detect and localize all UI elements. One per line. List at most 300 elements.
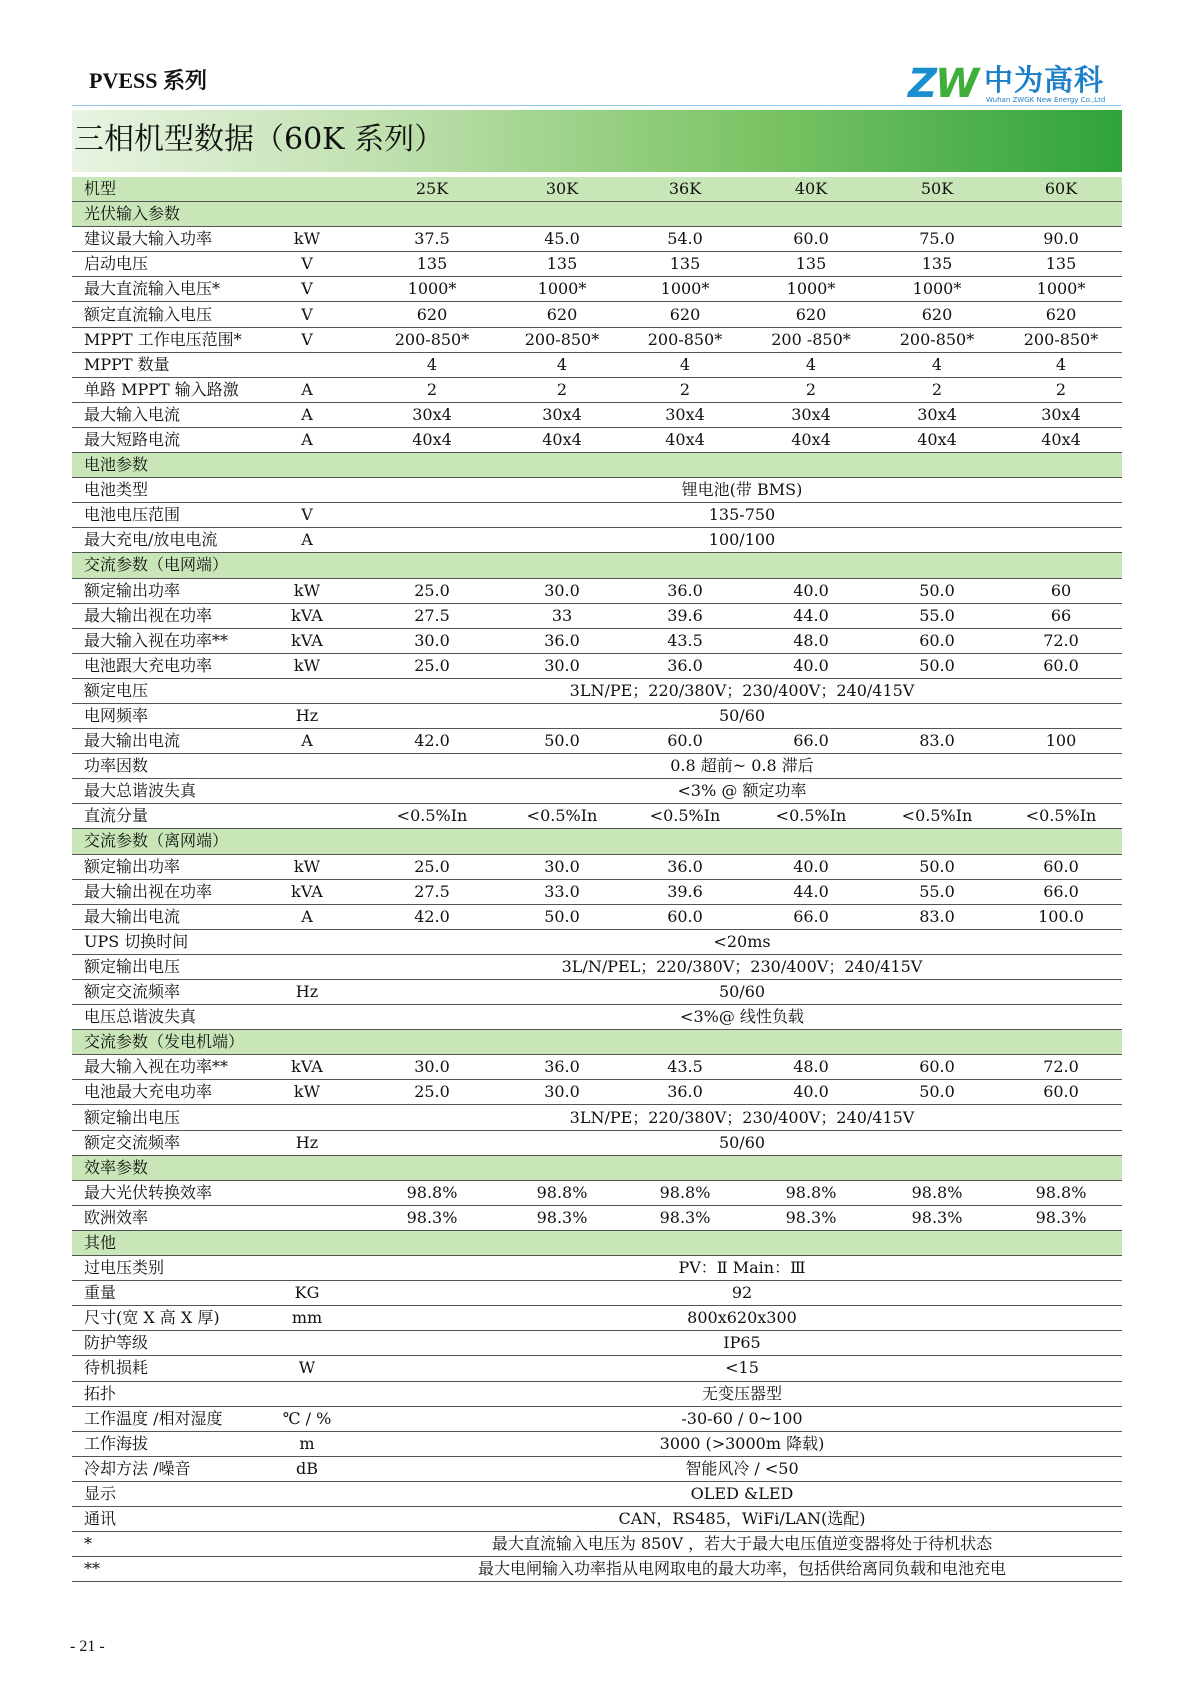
unit-cell	[252, 1381, 362, 1406]
value-cell: <0.5%In	[1000, 804, 1122, 829]
value-cell: 43.5	[622, 1055, 748, 1080]
value-cell: <0.5%In	[748, 804, 874, 829]
spanning-value: 135-750	[362, 503, 1122, 528]
value-cell: 60.0	[622, 904, 748, 929]
value-cell: 1000*	[1000, 277, 1122, 302]
param-label: 过电压类别	[72, 1256, 252, 1281]
value-cell: 2	[748, 377, 874, 402]
value-cell: 100	[1000, 729, 1122, 754]
unit-cell: A	[252, 904, 362, 929]
spanning-value: 3LN/PE；220/380V；230/400V；240/415V	[362, 1105, 1122, 1130]
value-cell: 620	[1000, 302, 1122, 327]
table-row	[72, 503, 1122, 528]
table-row	[72, 653, 1122, 678]
unit-cell: kW	[252, 227, 362, 252]
value-cell: 4	[502, 352, 622, 377]
param-label: 最大光伏转换效率	[72, 1180, 252, 1205]
unit-cell: A	[252, 377, 362, 402]
section-header-row	[72, 553, 1122, 578]
unit-cell: kW	[252, 854, 362, 879]
param-label: MPPT 数量	[72, 352, 252, 377]
value-cell: 30x4	[874, 402, 1000, 427]
value-cell: 2	[874, 377, 1000, 402]
value-cell: 36.0	[622, 578, 748, 603]
value-cell: 50.0	[874, 653, 1000, 678]
unit-cell: A	[252, 427, 362, 452]
value-cell: <0.5%In	[622, 804, 748, 829]
header-model: 36K	[622, 177, 748, 202]
value-cell: 72.0	[1000, 628, 1122, 653]
header-param: 机型	[72, 177, 252, 202]
table-row	[72, 1281, 1122, 1306]
value-cell: 60.0	[1000, 1080, 1122, 1105]
unit-cell: W	[252, 1356, 362, 1381]
value-cell: 60.0	[874, 1055, 1000, 1080]
table-row	[72, 1005, 1122, 1030]
spanning-value: 0.8 超前~ 0.8 滞后	[362, 754, 1122, 779]
table-row	[72, 377, 1122, 402]
unit-cell: mm	[252, 1306, 362, 1331]
section-header-row	[72, 1030, 1122, 1055]
value-cell: 98.3%	[1000, 1205, 1122, 1230]
series-title: PVESS 系列	[89, 68, 207, 93]
value-cell: 75.0	[874, 227, 1000, 252]
value-cell: 66.0	[748, 729, 874, 754]
value-cell: 60.0	[1000, 854, 1122, 879]
value-cell: 1000*	[622, 277, 748, 302]
table-row	[72, 1205, 1122, 1230]
table-row	[72, 703, 1122, 728]
value-cell: 50.0	[874, 854, 1000, 879]
value-cell: 98.8%	[502, 1180, 622, 1205]
value-cell: 25.0	[362, 578, 502, 603]
spanning-value: 锂电池(带 BMS)	[362, 478, 1122, 503]
value-cell: 620	[748, 302, 874, 327]
table-row	[72, 904, 1122, 929]
unit-cell: Hz	[252, 980, 362, 1005]
table-row	[72, 402, 1122, 427]
value-cell: 98.8%	[748, 1180, 874, 1205]
value-cell: 44.0	[748, 603, 874, 628]
value-cell: 4	[1000, 352, 1122, 377]
value-cell: 2	[502, 377, 622, 402]
table-row	[72, 578, 1122, 603]
page-number: - 21 -	[70, 1638, 105, 1655]
value-cell: 25.0	[362, 854, 502, 879]
value-cell: 98.3%	[748, 1205, 874, 1230]
table-row	[72, 1406, 1122, 1431]
param-label: 欧洲效率	[72, 1205, 252, 1230]
table-row	[72, 980, 1122, 1005]
value-cell: 30.0	[502, 854, 622, 879]
unit-cell	[252, 804, 362, 829]
param-label: 建议最大输入功率	[72, 227, 252, 252]
value-cell: 45.0	[502, 227, 622, 252]
section-title: 效率参数	[72, 1155, 1122, 1180]
value-cell: 2	[1000, 377, 1122, 402]
param-label: 最大短路电流	[72, 427, 252, 452]
value-cell: 135	[748, 252, 874, 277]
header-model: 50K	[874, 177, 1000, 202]
param-label: 单路 MPPT 输入路激	[72, 377, 252, 402]
value-cell: 55.0	[874, 603, 1000, 628]
value-cell: 620	[362, 302, 502, 327]
table-row	[72, 427, 1122, 452]
value-cell: 2	[622, 377, 748, 402]
table-row	[72, 227, 1122, 252]
param-label: 电池电压范围	[72, 503, 252, 528]
param-label: 额定交流频率	[72, 980, 252, 1005]
value-cell: 60.0	[874, 628, 1000, 653]
value-cell: 33	[502, 603, 622, 628]
value-cell: 100.0	[1000, 904, 1122, 929]
value-cell: 36.0	[622, 653, 748, 678]
value-cell: 66.0	[748, 904, 874, 929]
section-title: 其他	[72, 1230, 1122, 1255]
header-model: 30K	[502, 177, 622, 202]
unit-cell: kW	[252, 1080, 362, 1105]
header-divider	[72, 105, 1121, 106]
value-cell: 4	[874, 352, 1000, 377]
value-cell: 83.0	[874, 729, 1000, 754]
unit-cell	[252, 1557, 362, 1582]
table-row	[72, 1356, 1122, 1381]
unit-cell: Hz	[252, 703, 362, 728]
spanning-value: 50/60	[362, 1130, 1122, 1155]
value-cell: 135	[502, 252, 622, 277]
param-label: 直流分量	[72, 804, 252, 829]
table-row	[72, 1456, 1122, 1481]
unit-cell: dB	[252, 1456, 362, 1481]
param-label: 额定输出电压	[72, 954, 252, 979]
value-cell: 60.0	[1000, 653, 1122, 678]
param-label: UPS 切换时间	[72, 929, 252, 954]
param-label: 工作海拔	[72, 1431, 252, 1456]
value-cell: 30.0	[362, 628, 502, 653]
value-cell: <0.5%In	[362, 804, 502, 829]
table-row	[72, 628, 1122, 653]
value-cell: 4	[748, 352, 874, 377]
value-cell: 620	[874, 302, 1000, 327]
value-cell: <0.5%In	[874, 804, 1000, 829]
spanning-value: CAN，RS485，WiFi/LAN(选配)	[362, 1506, 1122, 1531]
value-cell: 66	[1000, 603, 1122, 628]
value-cell: 60.0	[748, 227, 874, 252]
table-row	[72, 603, 1122, 628]
value-cell: 44.0	[748, 879, 874, 904]
table-row	[72, 252, 1122, 277]
param-label: 启动电压	[72, 252, 252, 277]
value-cell: 36.0	[622, 854, 748, 879]
param-label: 拓扑	[72, 1381, 252, 1406]
unit-cell	[252, 1256, 362, 1281]
value-cell: 90.0	[1000, 227, 1122, 252]
value-cell: 48.0	[748, 1055, 874, 1080]
value-cell: 25.0	[362, 1080, 502, 1105]
value-cell: 98.3%	[874, 1205, 1000, 1230]
unit-cell: m	[252, 1431, 362, 1456]
value-cell: 40.0	[748, 854, 874, 879]
param-label: 工作温度 /相对湿度	[72, 1406, 252, 1431]
value-cell: 40x4	[362, 427, 502, 452]
param-label: 额定输出功率	[72, 578, 252, 603]
value-cell: 39.6	[622, 603, 748, 628]
value-cell: 620	[502, 302, 622, 327]
value-cell: 4	[622, 352, 748, 377]
unit-cell: Hz	[252, 1130, 362, 1155]
unit-cell: kW	[252, 653, 362, 678]
table-row	[72, 1055, 1122, 1080]
unit-cell: V	[252, 302, 362, 327]
table-row	[72, 854, 1122, 879]
value-cell: 40x4	[874, 427, 1000, 452]
unit-cell: kW	[252, 578, 362, 603]
table-row	[72, 352, 1122, 377]
param-label: 电池类型	[72, 478, 252, 503]
param-label: 电池跟大充电功率	[72, 653, 252, 678]
param-label: 电网频率	[72, 703, 252, 728]
logo-english-name: Wuhan ZWGK New Energy Co.,Ltd	[986, 96, 1106, 104]
unit-cell: V	[252, 252, 362, 277]
section-title: 交流参数（发电机端）	[72, 1030, 1122, 1055]
param-label: 额定输出功率	[72, 854, 252, 879]
param-label: 最大输出电流	[72, 904, 252, 929]
table-row	[72, 302, 1122, 327]
table-row	[72, 879, 1122, 904]
value-cell: 135	[874, 252, 1000, 277]
section-header-row	[72, 202, 1122, 227]
unit-cell	[252, 1481, 362, 1506]
value-cell: 55.0	[874, 879, 1000, 904]
param-label: 最大输入视在功率**	[72, 628, 252, 653]
value-cell: <0.5%In	[502, 804, 622, 829]
param-label: 额定输出电压	[72, 1105, 252, 1130]
spanning-value: 3L/N/PEL；220/380V；230/400V；240/415V	[362, 954, 1122, 979]
value-cell: 200-850*	[362, 327, 502, 352]
value-cell: 4	[362, 352, 502, 377]
param-label: 额定直流输入电压	[72, 302, 252, 327]
table-row	[72, 1557, 1122, 1582]
unit-cell	[252, 1532, 362, 1557]
header-model: 60K	[1000, 177, 1122, 202]
param-label: 最大总谐波失真	[72, 779, 252, 804]
value-cell: 30x4	[362, 402, 502, 427]
param-label: 额定电压	[72, 678, 252, 703]
value-cell: 98.8%	[874, 1180, 1000, 1205]
value-cell: 1000*	[874, 277, 1000, 302]
unit-cell: kVA	[252, 603, 362, 628]
value-cell: 83.0	[874, 904, 1000, 929]
unit-cell	[252, 1331, 362, 1356]
spanning-value: -30-60 / 0~100	[362, 1406, 1122, 1431]
value-cell: 72.0	[1000, 1055, 1122, 1080]
value-cell: 1000*	[502, 277, 622, 302]
table-row	[72, 1256, 1122, 1281]
value-cell: 98.3%	[502, 1205, 622, 1230]
unit-cell: kVA	[252, 879, 362, 904]
value-cell: 200 -850*	[748, 327, 874, 352]
value-cell: 50.0	[502, 729, 622, 754]
header-model: 40K	[748, 177, 874, 202]
header-unit	[252, 177, 362, 202]
value-cell: 98.3%	[622, 1205, 748, 1230]
unit-cell	[252, 478, 362, 503]
unit-cell: A	[252, 528, 362, 553]
value-cell: 30.0	[502, 1080, 622, 1105]
value-cell: 200-850*	[502, 327, 622, 352]
param-label: MPPT 工作电压范围*	[72, 327, 252, 352]
param-label: 功率因数	[72, 754, 252, 779]
param-label: 最大直流输入电压*	[72, 277, 252, 302]
value-cell: 66.0	[1000, 879, 1122, 904]
param-label: *	[72, 1532, 252, 1557]
unit-cell: kVA	[252, 1055, 362, 1080]
unit-cell: V	[252, 277, 362, 302]
spanning-value: IP65	[362, 1331, 1122, 1356]
value-cell: 30x4	[748, 402, 874, 427]
table-row	[72, 1506, 1122, 1531]
spanning-value: PV：Ⅱ Main：Ⅲ	[362, 1256, 1122, 1281]
param-label: 待机损耗	[72, 1356, 252, 1381]
value-cell: 135	[1000, 252, 1122, 277]
table-row	[72, 1306, 1122, 1331]
value-cell: 1000*	[748, 277, 874, 302]
value-cell: 620	[622, 302, 748, 327]
unit-cell: A	[252, 729, 362, 754]
value-cell: 37.5	[362, 227, 502, 252]
table-row	[72, 804, 1122, 829]
param-label: 最大输入电流	[72, 402, 252, 427]
param-label: 最大输入视在功率**	[72, 1055, 252, 1080]
value-cell: 50.0	[874, 578, 1000, 603]
value-cell: 98.8%	[1000, 1180, 1122, 1205]
value-cell: 30.0	[362, 1055, 502, 1080]
unit-cell	[252, 1005, 362, 1030]
table-row	[72, 729, 1122, 754]
unit-cell	[252, 779, 362, 804]
value-cell: 48.0	[748, 628, 874, 653]
param-label: 尺寸(宽 X 高 X 厚)	[72, 1306, 252, 1331]
value-cell: 98.3%	[362, 1205, 502, 1230]
value-cell: 40x4	[502, 427, 622, 452]
param-label: 电池最大充电功率	[72, 1080, 252, 1105]
table-row	[72, 1381, 1122, 1406]
value-cell: 42.0	[362, 904, 502, 929]
param-label: 重量	[72, 1281, 252, 1306]
spanning-value: 92	[362, 1281, 1122, 1306]
unit-cell	[252, 929, 362, 954]
section-header-row	[72, 1230, 1122, 1255]
value-cell: 25.0	[362, 653, 502, 678]
value-cell: 42.0	[362, 729, 502, 754]
spanning-value: 800x620x300	[362, 1306, 1122, 1331]
table-row	[72, 478, 1122, 503]
value-cell: 200-850*	[622, 327, 748, 352]
table-row	[72, 954, 1122, 979]
param-label: 防护等级	[72, 1331, 252, 1356]
value-cell: 98.8%	[362, 1180, 502, 1205]
unit-cell: KG	[252, 1281, 362, 1306]
header-model: 25K	[362, 177, 502, 202]
unit-cell	[252, 1506, 362, 1531]
param-label: 最大充电/放电电流	[72, 528, 252, 553]
unit-cell: V	[252, 327, 362, 352]
param-label: 显示	[72, 1481, 252, 1506]
value-cell: 36.0	[502, 628, 622, 653]
value-cell: 30x4	[502, 402, 622, 427]
spanning-value: <20ms	[362, 929, 1122, 954]
section-title: 光伏输入参数	[72, 202, 1122, 227]
table-row	[72, 277, 1122, 302]
spanning-value: OLED &LED	[362, 1481, 1122, 1506]
param-label: 额定交流频率	[72, 1130, 252, 1155]
unit-cell	[252, 678, 362, 703]
spanning-value: <3%@ 线性负载	[362, 1005, 1122, 1030]
value-cell: 135	[622, 252, 748, 277]
param-label: 最大输出视在功率	[72, 603, 252, 628]
page-title: 三相机型数据（60K 系列）	[74, 122, 445, 157]
value-cell: 40.0	[748, 578, 874, 603]
value-cell: 30x4	[1000, 402, 1122, 427]
spanning-value: 3000 (>3000m 降载)	[362, 1431, 1122, 1456]
table-row	[72, 1080, 1122, 1105]
param-label: 通讯	[72, 1506, 252, 1531]
value-cell: 30.0	[502, 578, 622, 603]
section-title: 电池参数	[72, 453, 1122, 478]
section-header-row	[72, 829, 1122, 854]
unit-cell: kVA	[252, 628, 362, 653]
spanning-value: 最大电闸输入功率指从电网取电的最大功率，包括供给离同负载和电池充电	[362, 1557, 1122, 1582]
table-row	[72, 754, 1122, 779]
unit-cell: A	[252, 402, 362, 427]
param-label: 电压总谐波失真	[72, 1005, 252, 1030]
param-label: 冷却方法 /噪音	[72, 1456, 252, 1481]
section-title: 交流参数（电网端）	[72, 553, 1122, 578]
table-row	[72, 528, 1122, 553]
logo-mark: ZW	[908, 61, 978, 107]
value-cell: 27.5	[362, 879, 502, 904]
unit-cell: ℃ / %	[252, 1406, 362, 1431]
value-cell: 200-850*	[874, 327, 1000, 352]
value-cell: 33.0	[502, 879, 622, 904]
spanning-value: 100/100	[362, 528, 1122, 553]
value-cell: 43.5	[622, 628, 748, 653]
table-row	[72, 929, 1122, 954]
spanning-value: 3LN/PE；220/380V；230/400V；240/415V	[362, 678, 1122, 703]
section-title: 交流参数（离网端）	[72, 829, 1122, 854]
value-cell: 40x4	[748, 427, 874, 452]
spanning-value: 无变压器型	[362, 1381, 1122, 1406]
value-cell: 54.0	[622, 227, 748, 252]
section-header-row	[72, 1155, 1122, 1180]
spanning-value: <15	[362, 1356, 1122, 1381]
value-cell: 36.0	[622, 1080, 748, 1105]
table-header-row	[72, 177, 1122, 202]
table-row	[72, 1331, 1122, 1356]
value-cell: 40.0	[748, 1080, 874, 1105]
value-cell: 98.8%	[622, 1180, 748, 1205]
unit-cell	[252, 754, 362, 779]
table-row	[72, 1481, 1122, 1506]
table-row	[72, 1431, 1122, 1456]
spanning-value: <3% @ 额定功率	[362, 779, 1122, 804]
company-logo	[908, 62, 1122, 108]
value-cell: 30.0	[502, 653, 622, 678]
table-row	[72, 327, 1122, 352]
value-cell: 60	[1000, 578, 1122, 603]
unit-cell	[252, 1205, 362, 1230]
spanning-value: 50/60	[362, 980, 1122, 1005]
